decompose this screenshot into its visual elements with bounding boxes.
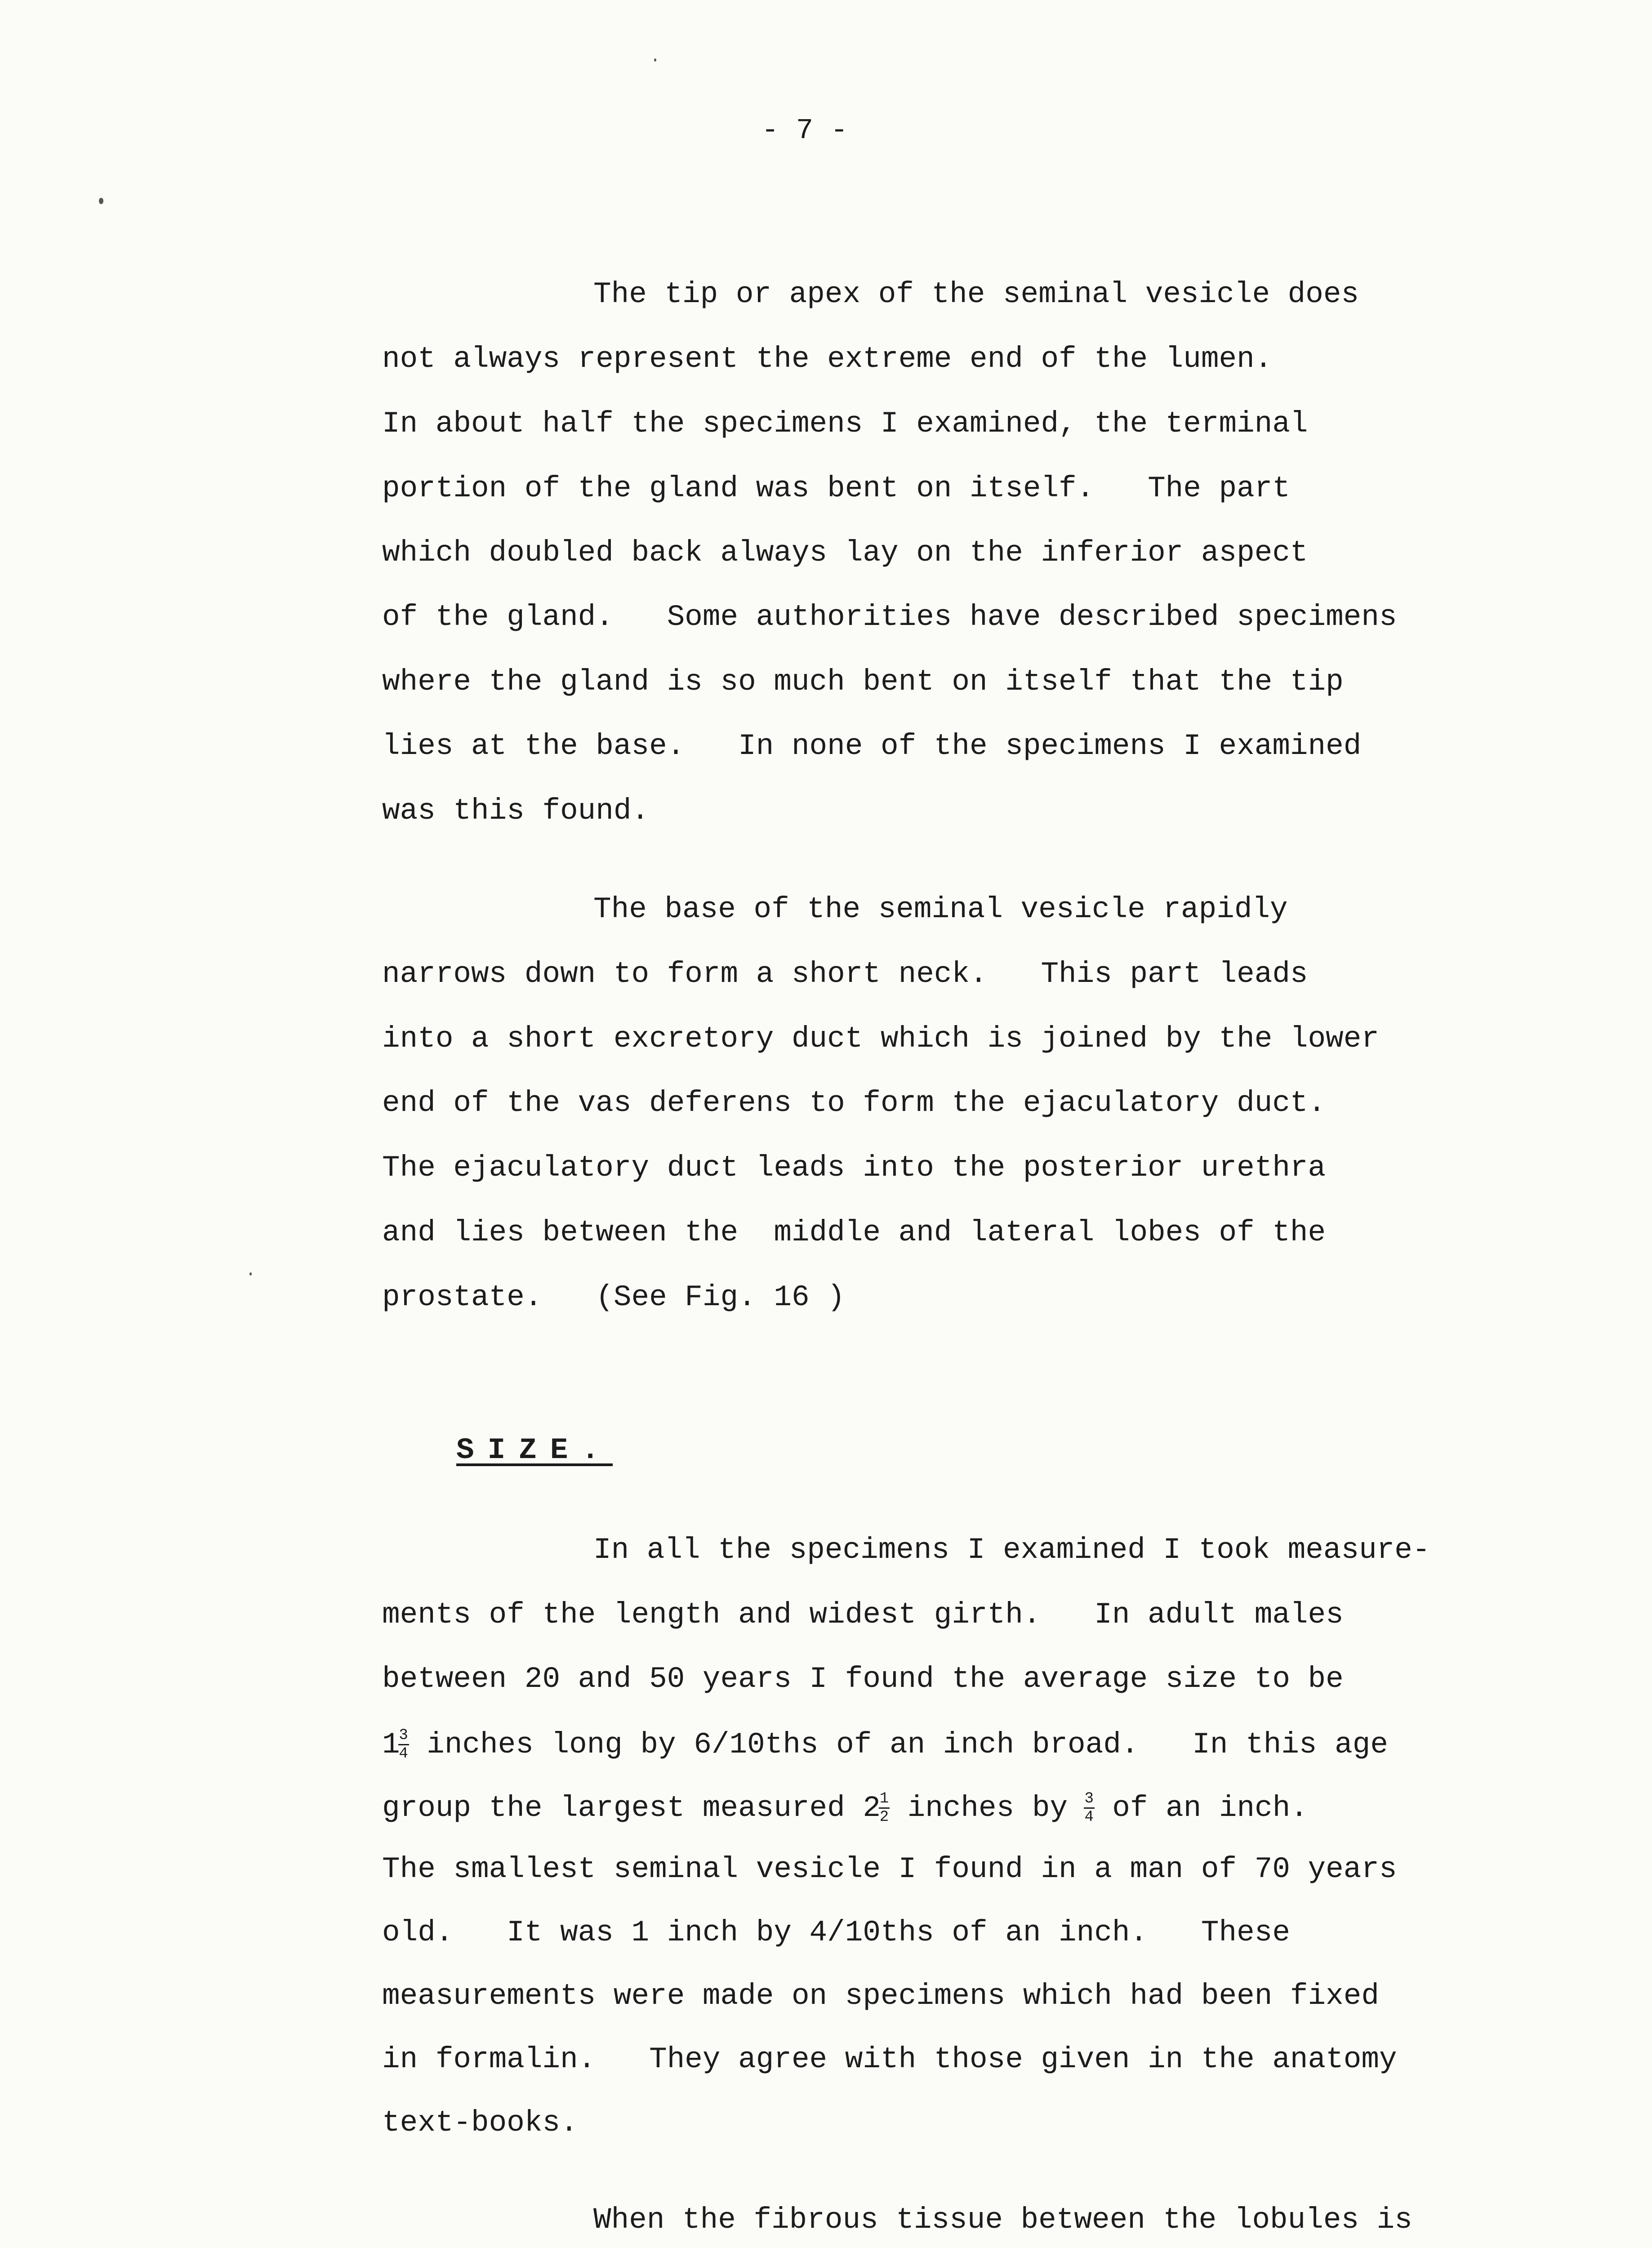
paragraph-1-line: In about half the specimens I examined, the terminal bbox=[382, 407, 1308, 441]
fraction bbox=[398, 1728, 409, 1762]
fraction-denominator: 4 bbox=[399, 1745, 408, 1762]
text-fragment: of an inch. bbox=[1094, 1791, 1308, 1825]
paragraph-2-line: prostate. (See Fig. 16 ) bbox=[382, 1280, 845, 1314]
scan-speck bbox=[99, 198, 103, 204]
fraction-denominator: 4 bbox=[1084, 1809, 1094, 1826]
paragraph-2-line: The ejaculatory duct leads into the posterior urethra bbox=[382, 1151, 1326, 1185]
text-fragment: group the largest measured 2 bbox=[382, 1791, 881, 1825]
text-fragment: inches by bbox=[889, 1791, 1086, 1825]
page-number: - 7 - bbox=[761, 115, 848, 147]
paragraph-3-line: old. It was 1 inch by 4/10ths of an inch. These bbox=[382, 1916, 1290, 1949]
paragraph-3-line: measurements were made on specimens which had been fixed bbox=[382, 1979, 1379, 2013]
paragraph-3-line: In all the specimens I examined I took measure- bbox=[593, 1533, 1430, 1567]
paragraph-3-line: The smallest seminal vesicle I found in a man of 70 years bbox=[382, 1852, 1397, 1886]
paragraph-3-line: in formalin. They agree with those given in the anatomy bbox=[382, 2043, 1397, 2076]
paragraph-3-line: between 20 and 50 years I found the average size to be bbox=[382, 1662, 1344, 1696]
fraction bbox=[1084, 1791, 1095, 1825]
paragraph-1-line: The tip or apex of the seminal vesicle does bbox=[593, 277, 1359, 311]
paragraph-2-line: The base of the seminal vesicle rapidly bbox=[593, 892, 1288, 926]
section-heading: SIZE. bbox=[456, 1433, 613, 1467]
fraction bbox=[879, 1791, 890, 1825]
paragraph-1-line: portion of the gland was bent on itself. The part bbox=[382, 472, 1290, 505]
text-fragment: inches long by 6/10ths of an inch broad. In this age bbox=[409, 1727, 1388, 1762]
text-fragment: 1 bbox=[382, 1727, 400, 1762]
paragraph-1-line: which doubled back always lay on the inferior aspect bbox=[382, 536, 1308, 570]
fraction-numerator: 3 bbox=[1084, 1790, 1094, 1807]
paragraph-1-line: of the gland. Some authorities have described specimens bbox=[382, 600, 1397, 634]
paragraph-1-line: lies at the base. In none of the specimens I examined bbox=[382, 729, 1362, 763]
paragraph-3-line: ments of the length and widest girth. In adult males bbox=[382, 1598, 1344, 1632]
fraction-numerator: 3 bbox=[399, 1727, 408, 1744]
paragraph-2-line: narrows down to form a short neck. This part leads bbox=[382, 957, 1308, 991]
paragraph-1-line: not always represent the extreme end of the lumen. bbox=[382, 342, 1273, 376]
paragraph-2-line: into a short excretory duct which is joined by the lower bbox=[382, 1022, 1379, 1056]
paragraph-3-line: text-books. bbox=[382, 2106, 578, 2140]
fraction-numerator: 1 bbox=[879, 1790, 889, 1807]
fraction-denominator: 2 bbox=[879, 1809, 889, 1826]
paragraph-2-line: end of the vas deferens to form the ejaculatory duct. bbox=[382, 1086, 1326, 1120]
paragraph-3-line bbox=[382, 1728, 1388, 1762]
scan-speck bbox=[249, 1272, 252, 1276]
paragraph-4-line: When the fibrous tissue between the lobules is bbox=[593, 2203, 1412, 2237]
scan-speck bbox=[654, 58, 656, 62]
paragraph-2-line: and lies between the middle and lateral lobes of the bbox=[382, 1216, 1326, 1249]
paragraph-1-line: was this found. bbox=[382, 794, 650, 828]
paragraph-3-line bbox=[382, 1791, 1308, 1825]
paragraph-1-line: where the gland is so much bent on itself that the tip bbox=[382, 665, 1344, 699]
